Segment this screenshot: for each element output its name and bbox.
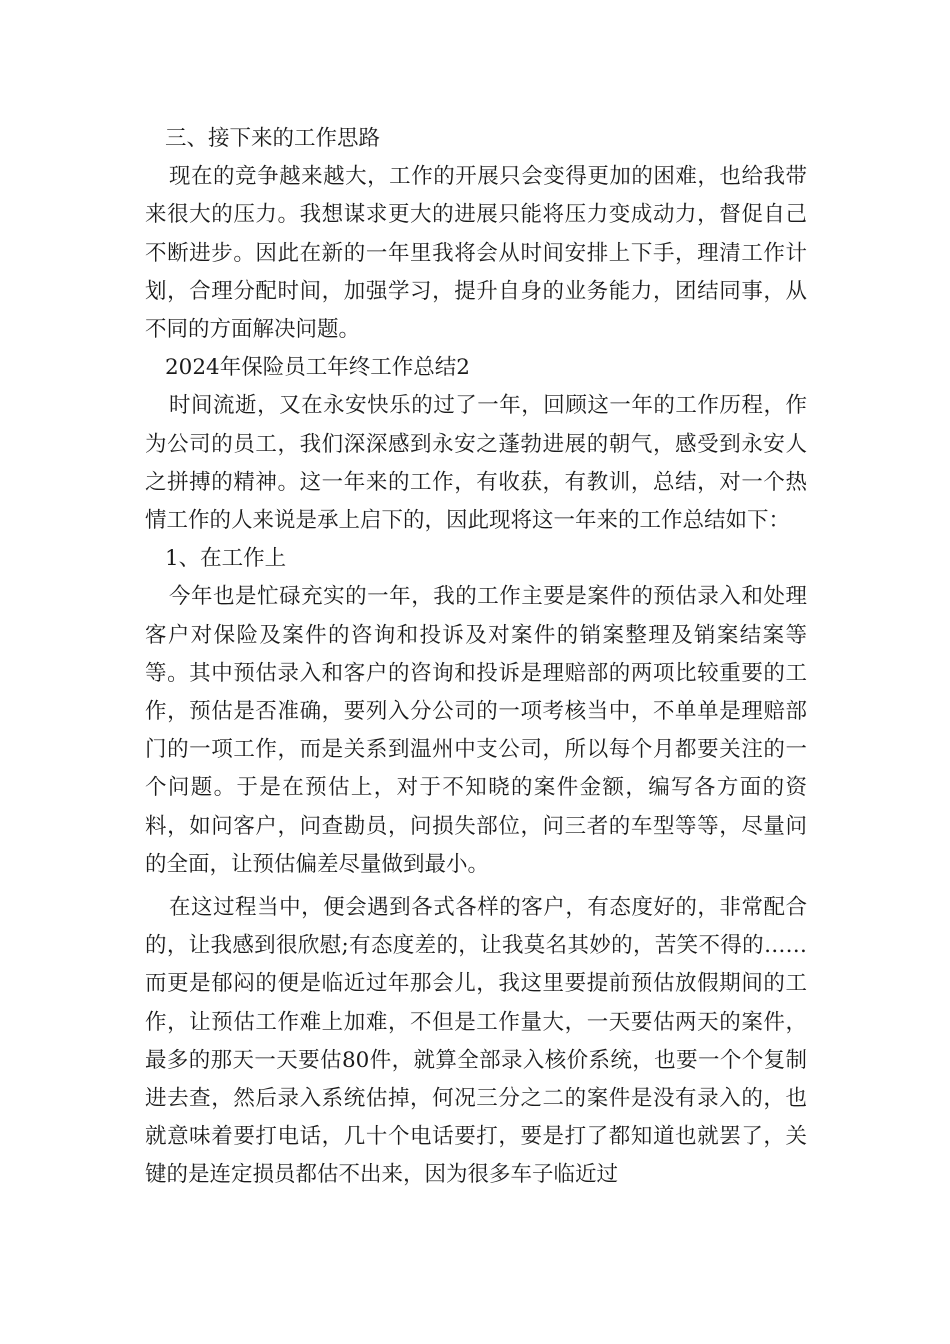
document-title: 2024年保险员工年终工作总结2 <box>165 355 470 381</box>
document-body <box>145 120 807 1195</box>
paragraph-work-ideas: 现在的竞争越来越大，工作的开展只会变得更加的困难，也给我带来很大的压力。我想谋求更大的进展只能将压力变成动力，督促自己不断进步。因此在新的一年里我将会从时间安排上下手，理清工作计划，合理分配时间，加强学习，提升自身的业务能力，团结同事，从不同的方面解决问题。 <box>145 164 807 343</box>
section-heading-work-ideas: 三、接下来的工作思路 <box>165 126 381 151</box>
paragraph-intro: 时间流逝，又在永安快乐的过了一年，回顾这一年的工作历程，作为公司的员工，我们深深感到永安之蓬勃进展的朝气，感受到永安人之拼搏的精神。这一年来的工作，有收获，有教训，总结，对一个热情工作的人来说是承上启下的，因此现将这一年来的工作总结如下： <box>145 393 807 534</box>
section-heading-at-work: 1、在工作上 <box>165 546 287 572</box>
paragraph-work-details: 今年也是忙碌充实的一年，我的工作主要是案件的预估录入和处理客户对保险及案件的咨询和投诉及对案件的销案整理及销案结案等等。其中预估录入和客户的咨询和投诉是理赔部的两项比较重要的工作，预估是否准确，要列入分公司的一项考核当中，不单单是理赔部门的一项工作，而是关系到温州中支公司，所以每个月都要关注的一个问题。于是在预估上，对于不知晓的案件金额，编写各方面的资料，如问客户，问查勘员，问损失部位，问三者的车型等等，尽量问的全面，让预估偏差尽量做到最小。 <box>145 584 807 877</box>
paragraph-customer-experience: 在这过程当中，便会遇到各式各样的客户，有态度好的，非常配合的，让我感到很欣慰;有态度差的，让我莫名其妙的，苦笑不得的……而更是郁闷的便是临近过年那会儿，我这里要提前预估放假期间的工作，让预估工作难上加难，不但是工作量大，一天要估两天的案件，最多的那天一天要估80件，就算全部录入核价系统，也要一个个复制进去查，然后录入系统估掉，何况三分之二的案件是没有录入的，也就意味着要打电话，几十个电话要打，要是打了都知道也就罢了，关键的是连定损员都估不出来，因为很多车子临近过 <box>145 895 807 1188</box>
